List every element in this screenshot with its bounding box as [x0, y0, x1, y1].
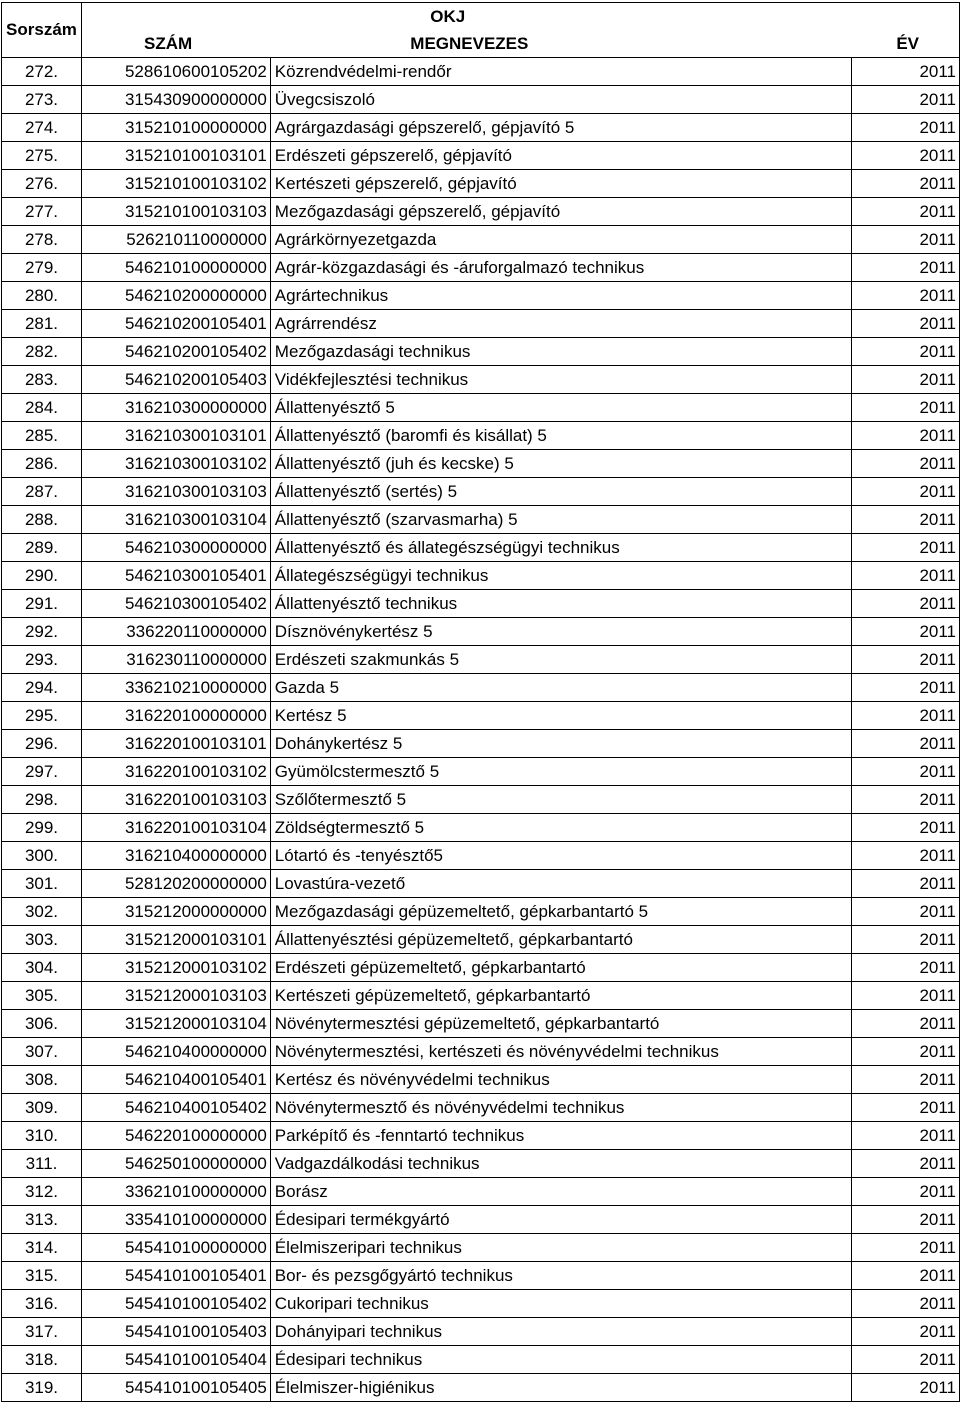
row-szam: 546210100000000	[81, 254, 270, 282]
row-szam: 545410100105402	[81, 1290, 270, 1318]
header-okj: OKJ	[270, 3, 851, 31]
table-row	[2, 478, 960, 506]
row-szam: 545410100105403	[81, 1318, 270, 1346]
row-ev: 2011	[852, 758, 960, 786]
table-row	[2, 1122, 960, 1150]
table-row	[2, 254, 960, 282]
row-megnevezes: Állattenyésztő 5	[270, 394, 851, 422]
row-szam: 546210300105401	[81, 562, 270, 590]
table-row	[2, 674, 960, 702]
row-szam: 315210100103102	[81, 170, 270, 198]
table-row	[2, 534, 960, 562]
row-ev: 2011	[852, 618, 960, 646]
row-sorszam: 283.	[2, 366, 82, 394]
row-sorszam: 314.	[2, 1234, 82, 1262]
row-megnevezes: Cukoripari technikus	[270, 1290, 851, 1318]
row-megnevezes: Gazda 5	[270, 674, 851, 702]
row-megnevezes: Dísznövénykertész 5	[270, 618, 851, 646]
header-blank-right	[852, 3, 960, 31]
table-row	[2, 814, 960, 842]
header-row-bottom	[2, 30, 960, 58]
row-megnevezes: Lótartó és -tenyésztő5	[270, 842, 851, 870]
table-row	[2, 758, 960, 786]
row-szam: 315210100103101	[81, 142, 270, 170]
row-szam: 546210200105401	[81, 310, 270, 338]
row-sorszam: 290.	[2, 562, 82, 590]
table-row	[2, 1150, 960, 1178]
table-body	[2, 58, 960, 1402]
row-ev: 2011	[852, 198, 960, 226]
table-row	[2, 954, 960, 982]
row-megnevezes: Élelmiszeripari technikus	[270, 1234, 851, 1262]
table-row	[2, 1346, 960, 1374]
row-megnevezes: Kertész és növényvédelmi technikus	[270, 1066, 851, 1094]
row-sorszam: 318.	[2, 1346, 82, 1374]
row-sorszam: 319.	[2, 1374, 82, 1402]
table-row	[2, 450, 960, 478]
row-szam: 336210100000000	[81, 1178, 270, 1206]
table-row	[2, 1010, 960, 1038]
row-ev: 2011	[852, 814, 960, 842]
row-ev: 2011	[852, 982, 960, 1010]
row-ev: 2011	[852, 1290, 960, 1318]
row-sorszam: 292.	[2, 618, 82, 646]
row-szam: 546210300000000	[81, 534, 270, 562]
row-megnevezes: Erdészeti gépszerelő, gépjavító	[270, 142, 851, 170]
row-szam: 316220100103102	[81, 758, 270, 786]
row-ev: 2011	[852, 282, 960, 310]
row-megnevezes: Erdészeti szakmunkás 5	[270, 646, 851, 674]
row-megnevezes: Mezőgazdasági technikus	[270, 338, 851, 366]
table-row	[2, 562, 960, 590]
table-row	[2, 366, 960, 394]
row-sorszam: 298.	[2, 786, 82, 814]
row-ev: 2011	[852, 506, 960, 534]
header-sorszam: Sorszám	[2, 3, 82, 58]
row-sorszam: 303.	[2, 926, 82, 954]
row-ev: 2011	[852, 1066, 960, 1094]
row-megnevezes: Állattenyésztő (baromfi és kisállat) 5	[270, 422, 851, 450]
row-szam: 316210300000000	[81, 394, 270, 422]
row-szam: 316210400000000	[81, 842, 270, 870]
row-ev: 2011	[852, 422, 960, 450]
row-sorszam: 294.	[2, 674, 82, 702]
table-row	[2, 870, 960, 898]
row-ev: 2011	[852, 1010, 960, 1038]
table-row	[2, 1206, 960, 1234]
row-ev: 2011	[852, 842, 960, 870]
row-szam: 545410100105404	[81, 1346, 270, 1374]
row-sorszam: 274.	[2, 114, 82, 142]
row-sorszam: 295.	[2, 702, 82, 730]
row-szam: 316220100103101	[81, 730, 270, 758]
row-szam: 546210200105402	[81, 338, 270, 366]
row-sorszam: 309.	[2, 1094, 82, 1122]
row-szam: 315212000000000	[81, 898, 270, 926]
row-sorszam: 311.	[2, 1150, 82, 1178]
row-sorszam: 293.	[2, 646, 82, 674]
table-row	[2, 1374, 960, 1402]
row-szam: 526210110000000	[81, 226, 270, 254]
table-row	[2, 646, 960, 674]
row-megnevezes: Dohánykertész 5	[270, 730, 851, 758]
row-ev: 2011	[852, 1374, 960, 1402]
row-megnevezes: Növénytermesztési, kertészeti és növényvédelmi technikus	[270, 1038, 851, 1066]
row-megnevezes: Állattenyésztő (juh és kecske) 5	[270, 450, 851, 478]
row-szam: 336210210000000	[81, 674, 270, 702]
row-sorszam: 310.	[2, 1122, 82, 1150]
row-sorszam: 282.	[2, 338, 82, 366]
table-row	[2, 898, 960, 926]
row-szam: 315212000103104	[81, 1010, 270, 1038]
table-row	[2, 282, 960, 310]
table-row	[2, 338, 960, 366]
row-ev: 2011	[852, 646, 960, 674]
row-szam: 315210100000000	[81, 114, 270, 142]
table-row	[2, 422, 960, 450]
row-sorszam: 272.	[2, 58, 82, 86]
table-row	[2, 982, 960, 1010]
row-sorszam: 304.	[2, 954, 82, 982]
row-megnevezes: Édesipari termékgyártó	[270, 1206, 851, 1234]
header-ev: ÉV	[852, 30, 960, 58]
row-megnevezes: Parképítő és -fenntartó technikus	[270, 1122, 851, 1150]
row-szam: 335410100000000	[81, 1206, 270, 1234]
row-megnevezes: Édesipari technikus	[270, 1346, 851, 1374]
row-szam: 528610600105202	[81, 58, 270, 86]
header-blank-left	[81, 3, 270, 31]
row-ev: 2011	[852, 898, 960, 926]
row-megnevezes: Agrár-közgazdasági és -áruforgalmazó technikus	[270, 254, 851, 282]
table-row	[2, 702, 960, 730]
row-sorszam: 287.	[2, 478, 82, 506]
table-row	[2, 1262, 960, 1290]
row-sorszam: 307.	[2, 1038, 82, 1066]
row-megnevezes: Lovastúra-vezető	[270, 870, 851, 898]
row-sorszam: 280.	[2, 282, 82, 310]
row-szam: 546210200000000	[81, 282, 270, 310]
row-megnevezes: Állattenyésztő (szarvasmarha) 5	[270, 506, 851, 534]
row-megnevezes: Szőlőtermesztő 5	[270, 786, 851, 814]
row-sorszam: 276.	[2, 170, 82, 198]
row-sorszam: 277.	[2, 198, 82, 226]
header-szam: SZÁM	[81, 30, 270, 58]
row-ev: 2011	[852, 926, 960, 954]
row-megnevezes: Állategészségügyi technikus	[270, 562, 851, 590]
row-sorszam: 275.	[2, 142, 82, 170]
row-ev: 2011	[852, 142, 960, 170]
row-megnevezes: Élelmiszer-higiénikus	[270, 1374, 851, 1402]
table-row	[2, 926, 960, 954]
row-sorszam: 300.	[2, 842, 82, 870]
row-szam: 316210300103104	[81, 506, 270, 534]
row-szam: 545410100105405	[81, 1374, 270, 1402]
row-megnevezes: Kertész 5	[270, 702, 851, 730]
row-szam: 316220100103103	[81, 786, 270, 814]
row-sorszam: 302.	[2, 898, 82, 926]
row-szam: 316230110000000	[81, 646, 270, 674]
row-szam: 545410100000000	[81, 1234, 270, 1262]
row-megnevezes: Agrárrendész	[270, 310, 851, 338]
row-ev: 2011	[852, 786, 960, 814]
row-szam: 316210300103101	[81, 422, 270, 450]
row-szam: 546220100000000	[81, 1122, 270, 1150]
row-ev: 2011	[852, 1094, 960, 1122]
row-ev: 2011	[852, 1122, 960, 1150]
row-megnevezes: Közrendvédelmi-rendőr	[270, 58, 851, 86]
row-szam: 316210300103103	[81, 478, 270, 506]
row-ev: 2011	[852, 1318, 960, 1346]
row-sorszam: 281.	[2, 310, 82, 338]
row-szam: 315212000103103	[81, 982, 270, 1010]
row-ev: 2011	[852, 170, 960, 198]
row-szam: 336220110000000	[81, 618, 270, 646]
row-megnevezes: Kertészeti gépüzemeltető, gépkarbantartó	[270, 982, 851, 1010]
row-sorszam: 285.	[2, 422, 82, 450]
table-row	[2, 226, 960, 254]
row-ev: 2011	[852, 1206, 960, 1234]
row-szam: 546210200105403	[81, 366, 270, 394]
table-row	[2, 394, 960, 422]
row-ev: 2011	[852, 1150, 960, 1178]
row-megnevezes: Agrártechnikus	[270, 282, 851, 310]
row-szam: 316220100000000	[81, 702, 270, 730]
row-megnevezes: Állattenyésztő (sertés) 5	[270, 478, 851, 506]
row-ev: 2011	[852, 954, 960, 982]
row-megnevezes: Állattenyésztő és állategészségügyi technikus	[270, 534, 851, 562]
table-row	[2, 1290, 960, 1318]
table-row	[2, 1318, 960, 1346]
row-ev: 2011	[852, 114, 960, 142]
row-sorszam: 312.	[2, 1178, 82, 1206]
row-ev: 2011	[852, 870, 960, 898]
table-row	[2, 590, 960, 618]
okj-table	[1, 2, 960, 1402]
row-megnevezes: Állattenyésztő technikus	[270, 590, 851, 618]
row-sorszam: 278.	[2, 226, 82, 254]
table-row	[2, 842, 960, 870]
row-szam: 546210400000000	[81, 1038, 270, 1066]
table-row	[2, 114, 960, 142]
row-ev: 2011	[852, 674, 960, 702]
row-sorszam: 273.	[2, 86, 82, 114]
table-row	[2, 506, 960, 534]
header-megnevezes: MEGNEVEZES	[270, 30, 851, 58]
row-megnevezes: Zöldségtermesztő 5	[270, 814, 851, 842]
table-row	[2, 1234, 960, 1262]
row-ev: 2011	[852, 366, 960, 394]
table-row	[2, 1178, 960, 1206]
table-row	[2, 1066, 960, 1094]
row-ev: 2011	[852, 86, 960, 114]
row-megnevezes: Mezőgazdasági gépszerelő, gépjavító	[270, 198, 851, 226]
row-megnevezes: Mezőgazdasági gépüzemeltető, gépkarbantartó 5	[270, 898, 851, 926]
table-row	[2, 730, 960, 758]
row-szam: 528120200000000	[81, 870, 270, 898]
row-sorszam: 315.	[2, 1262, 82, 1290]
row-ev: 2011	[852, 310, 960, 338]
row-sorszam: 291.	[2, 590, 82, 618]
row-szam: 546250100000000	[81, 1150, 270, 1178]
row-ev: 2011	[852, 1346, 960, 1374]
row-sorszam: 308.	[2, 1066, 82, 1094]
header-row-top	[2, 3, 960, 31]
row-ev: 2011	[852, 58, 960, 86]
table-row	[2, 198, 960, 226]
row-ev: 2011	[852, 254, 960, 282]
row-szam: 546210400105401	[81, 1066, 270, 1094]
row-megnevezes: Kertészeti gépszerelő, gépjavító	[270, 170, 851, 198]
row-megnevezes: Dohányipari technikus	[270, 1318, 851, 1346]
table-row	[2, 170, 960, 198]
row-megnevezes: Növénytermesztő és növényvédelmi technikus	[270, 1094, 851, 1122]
row-megnevezes: Agrárgazdasági gépszerelő, gépjavító 5	[270, 114, 851, 142]
row-megnevezes: Erdészeti gépüzemeltető, gépkarbantartó	[270, 954, 851, 982]
row-szam: 315212000103101	[81, 926, 270, 954]
row-szam: 546210400105402	[81, 1094, 270, 1122]
row-szam: 316210300103102	[81, 450, 270, 478]
table-row	[2, 310, 960, 338]
row-megnevezes: Állattenyésztési gépüzemeltető, gépkarbantartó	[270, 926, 851, 954]
row-ev: 2011	[852, 702, 960, 730]
row-ev: 2011	[852, 562, 960, 590]
row-szam: 316220100103104	[81, 814, 270, 842]
row-sorszam: 297.	[2, 758, 82, 786]
table-row	[2, 1094, 960, 1122]
row-ev: 2011	[852, 226, 960, 254]
row-megnevezes: Vadgazdálkodási technikus	[270, 1150, 851, 1178]
row-sorszam: 305.	[2, 982, 82, 1010]
table-row	[2, 142, 960, 170]
table-row	[2, 618, 960, 646]
row-ev: 2011	[852, 450, 960, 478]
row-sorszam: 306.	[2, 1010, 82, 1038]
row-ev: 2011	[852, 590, 960, 618]
row-megnevezes: Borász	[270, 1178, 851, 1206]
row-megnevezes: Bor- és pezsgőgyártó technikus	[270, 1262, 851, 1290]
row-megnevezes: Vidékfejlesztési technikus	[270, 366, 851, 394]
row-ev: 2011	[852, 478, 960, 506]
row-megnevezes: Gyümölcstermesztő 5	[270, 758, 851, 786]
row-ev: 2011	[852, 1178, 960, 1206]
row-szam: 315210100103103	[81, 198, 270, 226]
row-megnevezes: Növénytermesztési gépüzemeltető, gépkarbantartó	[270, 1010, 851, 1038]
row-sorszam: 313.	[2, 1206, 82, 1234]
row-sorszam: 279.	[2, 254, 82, 282]
row-sorszam: 289.	[2, 534, 82, 562]
row-ev: 2011	[852, 1262, 960, 1290]
row-sorszam: 284.	[2, 394, 82, 422]
row-megnevezes: Üvegcsiszoló	[270, 86, 851, 114]
row-ev: 2011	[852, 1038, 960, 1066]
row-ev: 2011	[852, 338, 960, 366]
row-sorszam: 301.	[2, 870, 82, 898]
row-ev: 2011	[852, 394, 960, 422]
row-ev: 2011	[852, 730, 960, 758]
row-sorszam: 316.	[2, 1290, 82, 1318]
row-sorszam: 288.	[2, 506, 82, 534]
row-szam: 545410100105401	[81, 1262, 270, 1290]
row-sorszam: 296.	[2, 730, 82, 758]
row-sorszam: 286.	[2, 450, 82, 478]
row-sorszam: 317.	[2, 1318, 82, 1346]
table-row	[2, 58, 960, 86]
row-ev: 2011	[852, 1234, 960, 1262]
table-row	[2, 1038, 960, 1066]
table-row	[2, 86, 960, 114]
row-szam: 315212000103102	[81, 954, 270, 982]
row-megnevezes: Agrárkörnyezetgazda	[270, 226, 851, 254]
row-ev: 2011	[852, 534, 960, 562]
row-szam: 315430900000000	[81, 86, 270, 114]
row-szam: 546210300105402	[81, 590, 270, 618]
table-row	[2, 786, 960, 814]
row-sorszam: 299.	[2, 814, 82, 842]
